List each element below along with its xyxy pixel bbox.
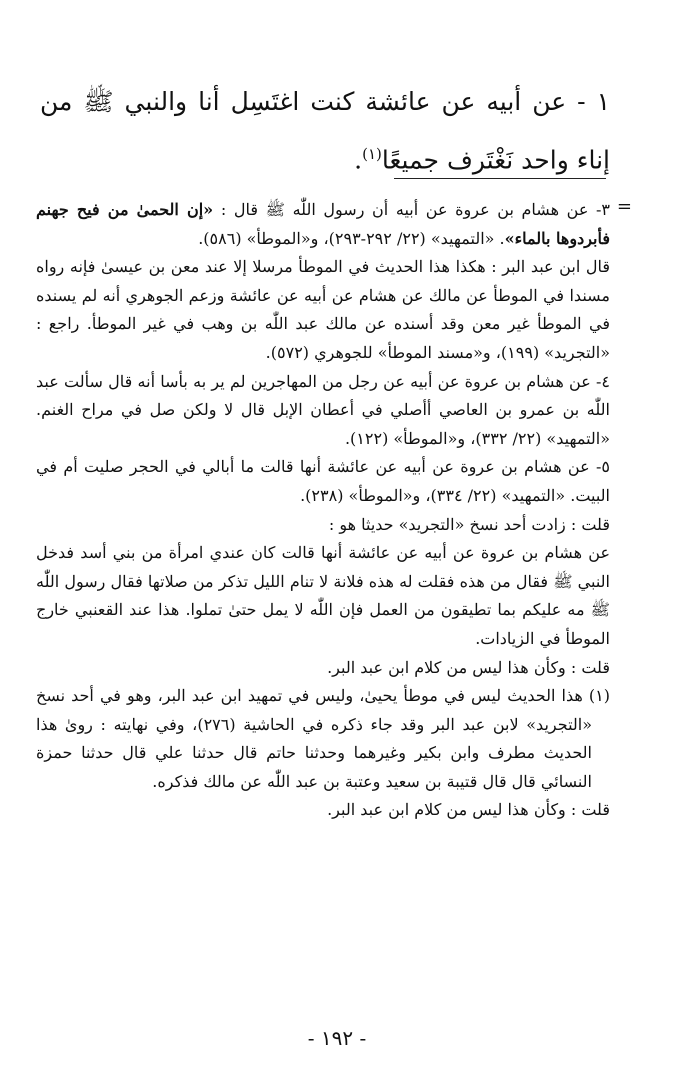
footnote-ref-1: (١) xyxy=(362,145,382,163)
hadith-3-refs: . «التمهيد» (٢٢/ ٢٩٢-٢٩٣)، و«الموطأ» (٥٨٦). xyxy=(198,228,505,248)
note-2: قلت : وكأن هذا ليس من كلام ابن عبد البر. xyxy=(327,657,610,677)
hadith-3-intro: ٣- عن هشام بن عروة عن أبيه أن رسول اللّٰه ﷺ قال : xyxy=(213,200,611,219)
footnote-separator xyxy=(394,178,606,179)
hadith-3-quote: «إن الحمىٰ من فيح جهنم فأبردوها بالماء» xyxy=(36,200,610,248)
footnote-1: (١) هذا الحديث ليس في موطأ يحيىٰ، وليس في تمهيد ابن عبد البر، وهو في أحد نسخ «التجريد» لابن عبد البر وقد جاء ذكره في الحاشية (٢٧٦)، وفي نهايته : روىٰ هذا الحديث مطرف وابن بكير وغيرهما وحدثنا حاتم قال حدثنا علي قال حدثنا حمزة النسائي قال قال قتيبة بن سعيد وعتبة بن عبد اللّٰه عن مالك فذكره. xyxy=(36,686,610,791)
hadith-1-end: . xyxy=(354,145,363,175)
hadith-4: ٤- عن هشام بن عروة عن أبيه عن رجل من المهاجرين لم ير به بأسا أنه قال سألت عبد اللّٰه بن عمرو بن العاصي أأصلي في أعطان الإبل قال لا ولكن صل في مراح الغنم. «التمهيد» (٢٢/ ٣٣٢)، و«الموطأ» (١٢٢). xyxy=(36,371,610,448)
hadith-3 xyxy=(36,196,610,253)
continuation-mark: = xyxy=(616,196,632,217)
main-text-block xyxy=(40,76,610,186)
hadith-1-text: ١ - عن أبيه عن عائشة كنت اغتَسِل أنا والنبي ﷺ من إناء واحد نَغْتَرف جميعًا xyxy=(40,87,610,175)
note-3: قلت : وكأن هذا ليس من كلام ابن عبد البر. xyxy=(327,800,610,820)
note-1: قلت : زادت أحد نسخ «التجريد» حديثا هو : xyxy=(328,514,610,534)
page-number: - ١٩٢ - xyxy=(307,1026,367,1050)
hadith-1 xyxy=(40,76,610,186)
hadith-3-comment: قال ابن عبد البر : هكذا هذا الحديث في الموطأ مرسلا إلا عند معن بن عيسىٰ فإنه رواه مسندا في الموطأ عن مالك عن هشام عن أبيه عن عائشة وزعم الجوهري أنه لم يسنده في الموطأ غير معن وقد أسنده عن مالك عبد اللّٰه بن وهب في غير الموطأ. راجع : «التجريد» (١٩٩)، و«مسند الموطأ» للجوهري (٥٧٢). xyxy=(36,257,610,362)
extra-hadith: عن هشام بن عروة عن أبيه عن عائشة أنها قالت كان عندي امرأة من بني أسد فدخل النبي ﷺ فقال من هذه فقلت له هذه فلانة لا تنام الليل تذكر من صلاتها فقال رسول اللّٰه ﷺ مه عليكم بما تطيقون من العمل فإن اللّٰه لا يمل حتىٰ تملوا. هذا عند القعنبي خارج الموطأ في الزيادات. xyxy=(36,543,610,648)
footnotes-block xyxy=(36,196,610,825)
hadith-5: ٥- عن هشام بن عروة عن أبيه عن عائشة أنها قالت ما أبالي في الحجر صليت أم في البيت. «التمهيد» (٢٢/ ٣٣٤)، و«الموطأ» (٢٣٨). xyxy=(36,457,611,505)
